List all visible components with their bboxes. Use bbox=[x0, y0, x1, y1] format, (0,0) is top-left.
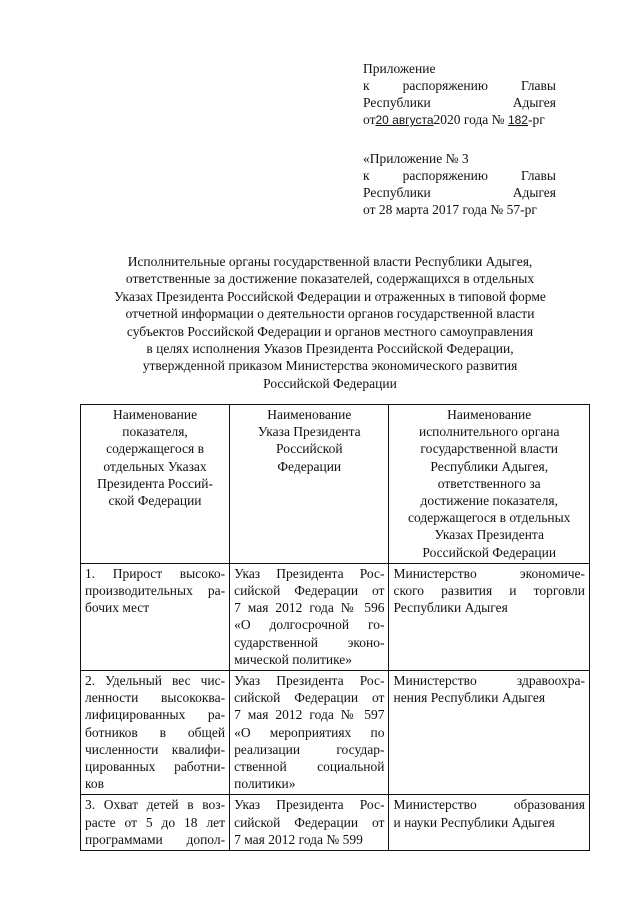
cell-line: программами допол- bbox=[85, 831, 226, 847]
cell-line: и науки Республики Адыгея bbox=[393, 814, 555, 830]
title-line: в целях исполнения Указов Президента Российской Федерации, bbox=[146, 341, 514, 357]
header-line: Наименование bbox=[267, 407, 352, 422]
header-decree bbox=[230, 405, 389, 564]
cell-line: ского развития и торговли bbox=[393, 583, 585, 599]
cell-line: Указ Президента Рос- bbox=[234, 797, 385, 813]
title-line: утвержденной приказом Министерства экономического развития bbox=[142, 358, 518, 374]
cell-indicator bbox=[81, 671, 230, 795]
prior-appendix-k: к bbox=[363, 168, 370, 183]
header-line: Республики Адыгея, bbox=[430, 458, 549, 474]
appendix-k: к bbox=[363, 78, 370, 93]
title-line: Исполнительные органы государственной власти Республики Адыгея, bbox=[127, 254, 533, 269]
title-line: отчетной информации о деятельности органов государственной власти bbox=[125, 306, 535, 322]
header-line: достижение показателя, bbox=[420, 493, 558, 509]
prior-appendix-head-word: Главы bbox=[521, 168, 556, 183]
document-title bbox=[68, 253, 592, 392]
header-authority bbox=[389, 405, 590, 564]
appendix-adygea: Адыгея bbox=[512, 95, 556, 110]
cell-line: бочих мест bbox=[85, 600, 150, 616]
header-line: Российской bbox=[276, 441, 343, 457]
prior-appendix-date-line: от 28 марта 2017 года № 57-рг bbox=[363, 202, 537, 217]
header-line: ответственного за bbox=[437, 475, 541, 491]
cell-line: ков bbox=[85, 776, 104, 792]
table-row bbox=[81, 671, 590, 795]
cell-line: Указ Президента Рос- bbox=[234, 565, 385, 581]
cell-line: Министерство экономиче- bbox=[393, 565, 585, 581]
title-line: ответственные за достижение показателей, содержащихся в отдельных bbox=[125, 271, 535, 287]
header-line: Наименование bbox=[112, 407, 198, 422]
prior-appendix-title: «Приложение № 3 bbox=[363, 151, 469, 166]
cell-line: «О долгосрочной го- bbox=[234, 617, 385, 633]
appendix-line-order bbox=[363, 77, 556, 94]
appendix-date-prefix: от bbox=[363, 112, 376, 127]
cell-decree bbox=[230, 795, 389, 851]
table-row bbox=[81, 795, 590, 851]
header-line: Президента Россий- bbox=[97, 475, 213, 491]
cell-line: ботников в общей bbox=[85, 724, 226, 740]
cell-decree bbox=[230, 671, 389, 795]
cell-authority bbox=[389, 563, 590, 670]
header-line: содержащегося в bbox=[106, 441, 204, 457]
table-header-row bbox=[81, 405, 590, 564]
appendix-number-filled: 182 bbox=[507, 113, 528, 127]
prior-appendix-order-word: распоряжению bbox=[402, 168, 488, 183]
prior-appendix-line-republic bbox=[363, 184, 556, 201]
cell-line: 1. Прирост высоко- bbox=[85, 565, 226, 581]
header-line: Федерации bbox=[277, 458, 342, 474]
cell-line: сийской Федерации от bbox=[234, 690, 385, 706]
appendix-title: Приложение bbox=[363, 61, 436, 76]
title-line: Российской Федерации bbox=[263, 375, 397, 391]
appendix-date-line bbox=[363, 111, 556, 128]
cell-line: производительных ра- bbox=[85, 583, 226, 599]
cell-line: сийской Федерации от bbox=[234, 814, 385, 830]
header-line: Наименование bbox=[447, 407, 532, 422]
title-line: Указах Президента Российской Федерации и отраженных в типовой форме bbox=[114, 288, 546, 304]
header-line: Указах Президента bbox=[434, 527, 544, 543]
cell-line: 2. Удельный вес чис- bbox=[85, 673, 226, 689]
cell-decree bbox=[230, 563, 389, 670]
cell-line: 7 мая 2012 года № 597 bbox=[234, 707, 385, 723]
header-line: Российской Федерации bbox=[422, 544, 557, 560]
cell-line: ленности высококва- bbox=[85, 690, 226, 706]
title-line: субъектов Российской Федерации и органов местного самоуправления bbox=[126, 323, 534, 339]
prior-appendix-line-order bbox=[363, 167, 556, 184]
cell-line: 7 мая 2012 года № 596 bbox=[234, 600, 385, 616]
appendix-year: 2020 года № bbox=[433, 112, 505, 127]
cell-authority bbox=[389, 671, 590, 795]
cell-line: расте от 5 до 18 лет bbox=[85, 814, 226, 830]
cell-line: 7 мая 2012 года № 599 bbox=[234, 831, 363, 847]
appendix-order-word: распоряжению bbox=[402, 78, 488, 93]
header-line: показателя, bbox=[122, 424, 188, 440]
cell-line: нения Республики Адыгея bbox=[393, 690, 546, 706]
prior-appendix-republic: Республики bbox=[363, 185, 431, 200]
prior-appendix bbox=[363, 150, 556, 218]
cell-line: 3. Охват детей в воз- bbox=[85, 797, 226, 813]
cell-line: реализации государ- bbox=[234, 741, 385, 757]
appendix-number-suffix: -рг bbox=[527, 112, 545, 127]
cell-authority bbox=[389, 795, 590, 851]
header-line: Указа Президента bbox=[257, 424, 361, 440]
table-row bbox=[81, 563, 590, 670]
cell-line: мической политике» bbox=[234, 651, 353, 667]
appendix-line-republic bbox=[363, 94, 556, 111]
header-line: содержащегося в отдельных bbox=[408, 510, 571, 526]
appendix-head-word: Главы bbox=[521, 78, 556, 93]
header-line: государственной власти bbox=[420, 441, 559, 457]
cell-line: «О мероприятиях по bbox=[234, 724, 385, 740]
cell-line: сийской Федерации от bbox=[234, 583, 385, 599]
cell-line: Указ Президента Рос- bbox=[234, 673, 385, 689]
cell-line: Республики Адыгея bbox=[393, 600, 508, 616]
cell-line: политики» bbox=[234, 776, 296, 792]
appendix-header bbox=[363, 60, 556, 128]
authorities-table bbox=[80, 404, 590, 851]
cell-indicator bbox=[81, 563, 230, 670]
cell-indicator bbox=[81, 795, 230, 851]
cell-line: ственной социальной bbox=[234, 759, 385, 775]
header-line: отдельных Указах bbox=[103, 458, 207, 474]
header-line: ской Федерации bbox=[108, 493, 202, 509]
cell-line: сударственной эконо- bbox=[234, 634, 385, 650]
cell-line: Министерство здравоохра- bbox=[393, 673, 585, 689]
appendix-republic: Республики bbox=[363, 95, 431, 110]
appendix-date-filled: 20 августа bbox=[375, 113, 434, 127]
cell-line: численности квалифи- bbox=[85, 741, 226, 757]
cell-line: цированных работни- bbox=[85, 759, 226, 775]
header-line: исполнительного органа bbox=[418, 424, 560, 440]
prior-appendix-adygea: Адыгея bbox=[512, 185, 556, 200]
header-indicator bbox=[81, 405, 230, 564]
cell-line: Министерство образования bbox=[393, 797, 585, 813]
cell-line: лифицированных ра- bbox=[85, 707, 226, 723]
